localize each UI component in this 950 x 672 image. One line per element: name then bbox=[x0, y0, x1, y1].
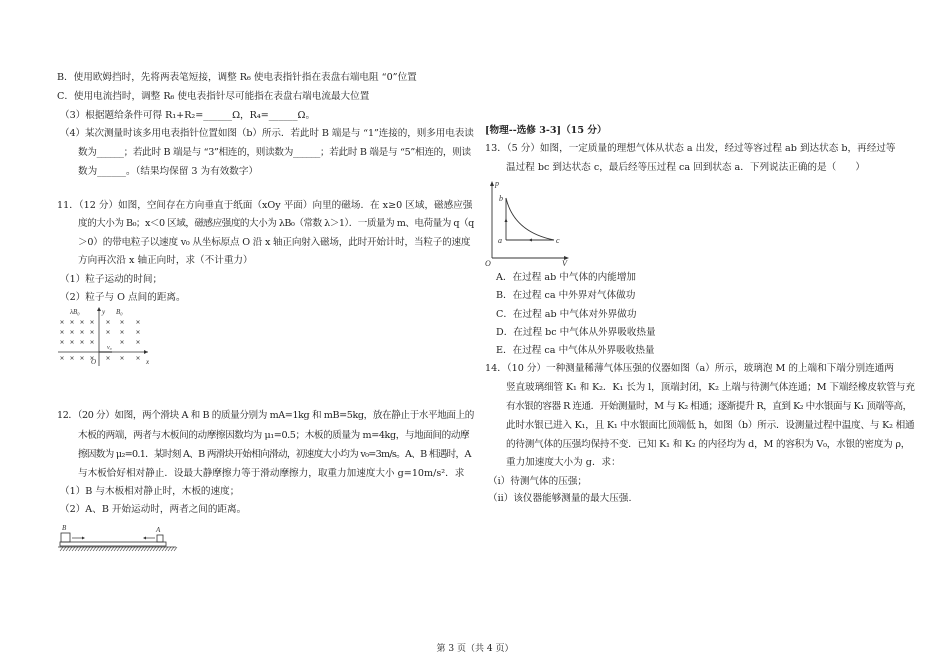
label-origin: O bbox=[91, 358, 97, 366]
state-c: c bbox=[556, 236, 560, 245]
label-b0: B₀ bbox=[116, 308, 123, 316]
q11-line: 11．（12 分）如图，空间存在方向垂直于纸面（xOy 平面）向里的磁场．在 x≥0 区域，磁感应强 bbox=[57, 200, 473, 211]
field-cross-mark bbox=[137, 321, 140, 324]
q11-line: （2）粒子与 O 点间的距离。 bbox=[60, 292, 186, 303]
q11-line: ＞0）的带电粒子以速度 v₀ 从坐标原点 O 沿 x 轴正向射入磁场，此时开始计时，当粒子的速度 bbox=[78, 237, 471, 248]
axis-p: p bbox=[495, 180, 499, 188]
state-b: b bbox=[499, 194, 503, 203]
pv-diagram bbox=[482, 180, 572, 266]
field-cross-mark bbox=[91, 331, 94, 334]
answer-option: E．在过程 ca 中气体从外界吸收热量 bbox=[496, 345, 655, 356]
sliding-blocks-figure bbox=[58, 518, 178, 552]
q14-line: （i）待测气体的压强； bbox=[488, 476, 588, 487]
q11-line: 方向再次沿 x 轴正向时，求（不计重力） bbox=[78, 255, 253, 266]
field-cross-mark bbox=[71, 331, 74, 334]
field-cross-mark bbox=[91, 341, 94, 344]
field-cross-mark bbox=[81, 321, 84, 324]
field-cross-mark bbox=[71, 357, 74, 360]
field-cross-mark bbox=[137, 357, 140, 360]
q11-line: （1）粒子运动的时间； bbox=[60, 274, 163, 285]
q10-line: B．使用欧姆挡时，先将两表笔短接，调整 R₆ 使电表指针指在表盘右端电阻 “0”位置 bbox=[57, 72, 417, 83]
q10-line: C．使用电流挡时，调整 R₆ 使电表指针尽可能指在表盘右端电流最大位置 bbox=[57, 91, 370, 102]
label-block-a: A bbox=[156, 526, 161, 534]
ground-hatch bbox=[162, 547, 165, 551]
ground-hatch bbox=[153, 547, 156, 551]
ground-hatch bbox=[99, 547, 102, 551]
field-cross-mark bbox=[91, 321, 94, 324]
field-cross-mark bbox=[81, 357, 84, 360]
ground-hatch bbox=[102, 547, 105, 551]
ground-hatch bbox=[93, 547, 96, 551]
axis-v: V bbox=[562, 259, 567, 266]
field-cross-mark bbox=[61, 321, 64, 324]
ground-hatch bbox=[60, 547, 63, 551]
q14-line: （ii）该仪器能够测量的最大压强. bbox=[488, 493, 632, 504]
ground-hatch bbox=[75, 547, 78, 551]
q14-line: 的待测气体的压强均保持不变．已知 K₁ 和 K₂ 的内径均为 d，M 的容积为 V₀，水银的密度为 ρ， bbox=[506, 439, 911, 450]
ground-hatch bbox=[90, 547, 93, 551]
ground-hatch bbox=[66, 547, 69, 551]
field-cross-mark bbox=[107, 331, 110, 334]
q12-line: 木板的两端，两者与木板间的动摩擦因数均为 μ₁=0.5；木板的质量为 m=4kg，与地面间的动摩 bbox=[78, 430, 470, 441]
ground-hatch bbox=[117, 547, 120, 551]
q14-line: 竖直玻璃细管 K₁ 和 K₂．K₁ 长为 l，顶端封闭，K₂ 上端与待测气体连通；M 下端经橡皮软管与充 bbox=[506, 382, 915, 393]
label-y: y bbox=[102, 308, 106, 316]
ground-hatch bbox=[105, 547, 108, 551]
field-cross-mark bbox=[107, 357, 110, 360]
state-a: a bbox=[498, 236, 502, 245]
ground-hatch bbox=[78, 547, 81, 551]
answer-option: A．在过程 ab 中气体的内能增加 bbox=[496, 272, 637, 283]
q14-line: 此时水银已进入 K₁，且 K₁ 中水银面比顶端低 h，如图（b）所示．设测量过程中温度、与 K₂ 相通 bbox=[506, 420, 915, 431]
field-cross-mark bbox=[81, 341, 84, 344]
ground-hatch bbox=[156, 547, 159, 551]
ground-hatch bbox=[81, 547, 84, 551]
field-cross-mark bbox=[121, 341, 124, 344]
field-cross-mark bbox=[137, 331, 140, 334]
q12-line: （2）A、B 开始运动时，两者之间的距离。 bbox=[60, 504, 247, 515]
ground-hatch bbox=[126, 547, 129, 551]
answer-option: D．在过程 bc 中气体从外界吸收热量 bbox=[496, 327, 656, 338]
q10-line: 数为______；若此时 B 端是与 “3”相连的，则读数为______；若此时 B 端是与 “5”相连的，则读 bbox=[78, 147, 471, 158]
ground-hatch bbox=[129, 547, 132, 551]
ground-hatch bbox=[108, 547, 111, 551]
field-cross-mark bbox=[61, 357, 64, 360]
ground-hatch bbox=[147, 547, 150, 551]
axis-origin: O bbox=[485, 259, 491, 266]
ground-hatch bbox=[168, 547, 171, 551]
q10-line: 数为______。（结果均保留 3 为有效数字） bbox=[78, 166, 259, 177]
answer-option: B．在过程 ca 中外界对气体做功 bbox=[496, 290, 636, 301]
ground-hatch bbox=[123, 547, 126, 551]
page-footer: 第 3 页（共 4 页） bbox=[436, 644, 514, 654]
ground-hatch bbox=[132, 547, 135, 551]
q12-line: 12．（20 分）如图，两个滑块 A 和 B 的质量分别为 mA=1kg 和 mB=5kg，放在静止于水平地面上的 bbox=[57, 410, 474, 421]
q13-line: 温过程 bc 到达状态 c，最后经等压过程 ca 回到状态 a．下列说法正确的是（ ） bbox=[506, 162, 865, 173]
ground-hatch bbox=[150, 547, 153, 551]
ground-hatch bbox=[96, 547, 99, 551]
q13-line: 13．（5 分）如图，一定质量的理想气体从状态 a 出发，经过等容过程 ab 到达状态 b，再经过等 bbox=[485, 143, 896, 154]
q11-line: 度的大小为 B₀；x＜0 区域，磁感应强度的大小为 λB₀（常数 λ＞1）．一质量为 m、电荷量为 q（q bbox=[78, 218, 474, 229]
field-cross-mark bbox=[61, 341, 64, 344]
field-cross-mark bbox=[71, 321, 74, 324]
section-header: [物理--选修 3-3]（15 分） bbox=[485, 125, 607, 136]
ground-hatch bbox=[87, 547, 90, 551]
answer-option: C．在过程 ab 中气体对外界做功 bbox=[496, 309, 637, 320]
label-x: x bbox=[146, 358, 150, 366]
field-cross-mark bbox=[121, 331, 124, 334]
ground-hatch bbox=[120, 547, 123, 551]
field-cross-mark bbox=[121, 357, 124, 360]
ground-hatch bbox=[72, 547, 75, 551]
field-cross-mark bbox=[81, 331, 84, 334]
q12-line: （1）B 与木板相对静止时，木板的速度； bbox=[60, 486, 240, 497]
ground-hatch bbox=[69, 547, 72, 551]
ground-hatch bbox=[135, 547, 138, 551]
q14-line: 有水银的容器 R 连通．开始测量时，M 与 K₂ 相通；逐渐提升 R，直到 K₂ 中水银面与 K₁ 顶端等高， bbox=[506, 401, 912, 412]
label-v0: v₀ bbox=[107, 345, 112, 351]
label-lambda-b0: λB₀ bbox=[70, 308, 80, 316]
ground-hatch bbox=[144, 547, 147, 551]
ground-hatch bbox=[171, 547, 174, 551]
ground-hatch bbox=[111, 547, 114, 551]
field-cross-mark bbox=[107, 321, 110, 324]
ground-hatch bbox=[63, 547, 66, 551]
ground-hatch bbox=[159, 547, 162, 551]
q10-line: （4）某次测量时该多用电表指针位置如图（b）所示．若此时 B 端是与 “1”连接的，则多用电表读 bbox=[60, 128, 474, 139]
field-cross-mark bbox=[61, 331, 64, 334]
q14-line: 重力加速度大小为 g．求： bbox=[506, 457, 621, 468]
ground-hatch bbox=[141, 547, 144, 551]
q12-line: 与木板恰好相对静止．设最大静摩擦力等于滑动摩擦力，取重力加速度大小 g=10m/s²．求 bbox=[78, 468, 465, 479]
ground-hatch bbox=[138, 547, 141, 551]
ground-hatch bbox=[114, 547, 117, 551]
field-cross-mark bbox=[137, 341, 140, 344]
ground-hatch bbox=[84, 547, 87, 551]
q14-line: 14．（10 分）一种测量稀薄气体压强的仪器如图（a）所示，玻璃泡 M 的上端和下端分别连通两 bbox=[485, 363, 894, 374]
q12-line: 擦因数为 μ₂=0.1．某时刻 A、B 两滑块开始相向滑动，初速度大小均为 v₀=3m/s。A、B 相遇时，A bbox=[78, 449, 471, 460]
field-cross-mark bbox=[71, 341, 74, 344]
ground-hatch bbox=[174, 547, 177, 551]
magnetic-field-figure bbox=[58, 306, 154, 366]
label-block-b: B bbox=[62, 524, 67, 532]
ground-hatch bbox=[165, 547, 168, 551]
q10-line: （3）根据题给条件可得 R₁+R₂=______Ω，R₄=______Ω。 bbox=[60, 110, 316, 121]
field-cross-mark bbox=[121, 321, 124, 324]
